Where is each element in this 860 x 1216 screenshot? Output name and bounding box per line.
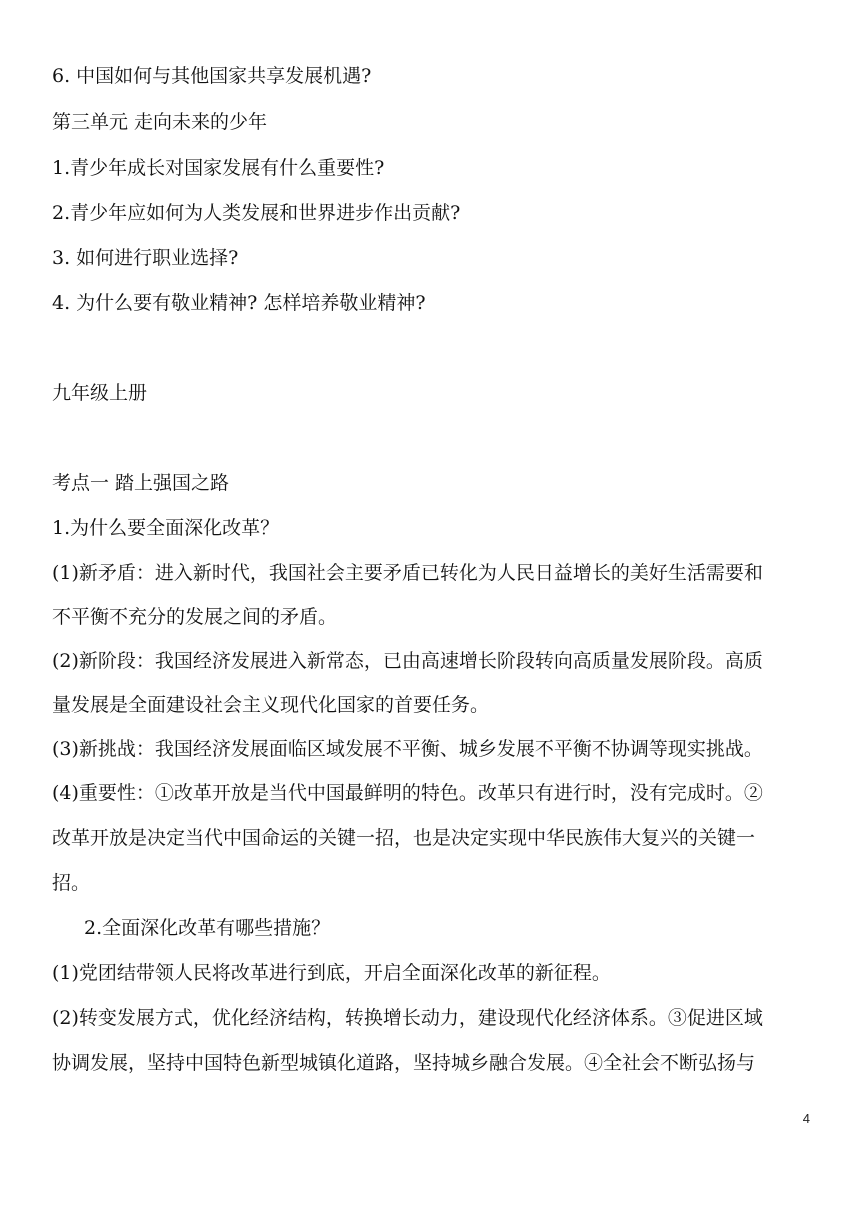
unit-3-question-1: 1.青少年成长对国家发展有什么重要性? [52, 157, 385, 179]
unit-3-question-4: 4. 为什么要有敬业精神? 怎样培养敬业精神? [52, 292, 426, 314]
answer-1-paragraph-4-line-2: 改革开放是决定当代中国命运的关键一招，也是决定实现中华民族伟大复兴的关键一 [52, 827, 756, 849]
page-number: 4 [802, 1111, 810, 1126]
answer-2-paragraph-1: (1)党团结带领人民将改革进行到底，开启全面深化改革的新征程。 [52, 962, 611, 984]
answer-1-paragraph-1-line-2: 不平衡不充分的发展之间的矛盾。 [52, 606, 338, 628]
answer-2-paragraph-2-line-1: (2)转变发展方式，优化经济结构，转换增长动力，建设现代化经济体系。③促进区域 [52, 1007, 763, 1029]
unit-3-question-3: 3. 如何进行职业选择? [52, 247, 239, 269]
answer-1-paragraph-4-line-1: (4)重要性：①改革开放是当代中国最鲜明的特色。改革只有进行时，没有完成时。② [52, 782, 763, 804]
answer-1-paragraph-2-line-2: 量发展是全面建设社会主义现代化国家的首要任务。 [52, 694, 490, 716]
answer-1-paragraph-2-line-1: (2)新阶段：我国经济发展进入新常态，已由高速增长阶段转向高质量发展阶段。高质 [52, 650, 763, 672]
question-6-line: 6. 中国如何与其他国家共享发展机遇? [52, 65, 372, 87]
topic-1-question-1: 1.为什么要全面深化改革？ [52, 517, 280, 539]
answer-2-paragraph-2-line-2: 协调发展，坚持中国特色新型城镇化道路，坚持城乡融合发展。④全社会不断弘扬与 [52, 1052, 756, 1074]
topic-1-heading: 考点一 踏上强国之路 [52, 472, 230, 494]
answer-1-paragraph-1-line-1: (1)新矛盾：进入新时代，我国社会主要矛盾已转化为人民日益增长的美好生活需要和 [52, 562, 763, 584]
answer-1-paragraph-3: (3)新挑战：我国经济发展面临区域发展不平衡、城乡发展不平衡不协调等现实挑战。 [52, 738, 763, 760]
unit-3-question-2: 2.青少年应如何为人类发展和世界进步作出贡献? [52, 202, 461, 224]
topic-1-question-2: 2.全面深化改革有哪些措施？ [84, 917, 331, 939]
unit-3-heading: 第三单元 走向未来的少年 [52, 111, 268, 133]
grade-9-volume-heading: 九年级上册 [52, 382, 148, 404]
answer-1-paragraph-4-line-3: 招。 [52, 872, 91, 894]
